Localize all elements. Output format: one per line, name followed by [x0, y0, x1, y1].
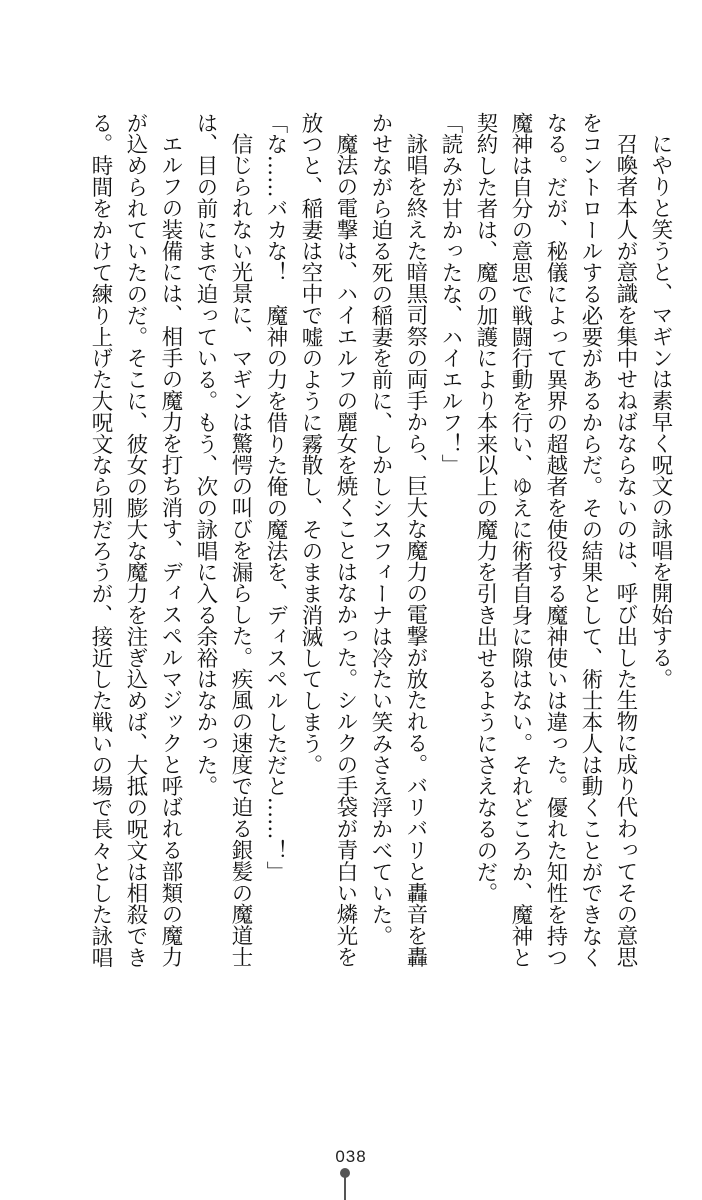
text-line: 魔神は自分の意思で戦闘行動を行い、ゆえに術者自身に隙はない。それどころか、魔神と	[508, 112, 533, 968]
text-line: 召喚者本人が意識を集中せねばならないのは、呼び出した生物に成り代わってその意思	[613, 133, 638, 968]
text-line: 信じられない光景に、マギンは驚愕の叫びを漏らした。疾風の速度で迫る銀髪の魔道士	[228, 133, 253, 968]
text-line: 魔法の電撃は、ハイエルフの麗女を焼くことはなかった。シルクの手袋が青白い燐光を	[333, 133, 358, 968]
text-line: かせながら迫る死の稲妻を前に、しかしシスフィーナは冷たい笑みさえ浮かべていた。	[368, 112, 393, 947]
text-line: にやりと笑うと、マギンは素早く呪文の詠唱を開始する。	[648, 133, 673, 690]
text-line: をコントロールする必要があるからだ。その結果として、術士本人は動くことができなく	[578, 112, 603, 968]
text-line: エルフの装備には、相手の魔力を打ち消す、ディスペルマジックと呼ばれる部類の魔力	[158, 133, 183, 968]
text-line: なる。だが、秘儀によって異界の超越者を使役する魔神使いは違った。優れた知性を持つ	[543, 112, 568, 968]
vertical-text-body	[83, 112, 678, 992]
text-line: 詠唱を終えた暗黒司祭の両手から、巨大な魔力の電撃が放たれる。バリバリと轟音を轟	[403, 133, 428, 968]
page-marker-line	[344, 1172, 346, 1200]
text-line: 契約した者は、魔の加護により本来以上の魔力を引き出せるようにさえなるのだ。	[473, 112, 498, 904]
text-line: 「読みが甘かったな、ハイエルフ！」	[438, 112, 463, 476]
text-line: 「な……バカな！ 魔神の力を借りた俺の魔法を、ディスペルしただと……！」	[263, 112, 288, 883]
page-number: 038	[335, 1147, 367, 1166]
text-line: る。時間をかけて練り上げた大呪文なら別だろうが、接近した戦いの場で長々とした詠唱	[88, 112, 113, 968]
text-line: が込められていたのだ。そこに、彼女の膨大な魔力を注ぎ込めば、大抵の呪文は相殺でき	[123, 112, 148, 968]
text-line: は、目の前にまで迫っている。もう、次の詠唱に入る余裕はなかった。	[193, 112, 218, 797]
text-line: 放つと、稲妻は空中で嘘のように霧散し、そのまま消滅してしまう。	[298, 112, 323, 776]
